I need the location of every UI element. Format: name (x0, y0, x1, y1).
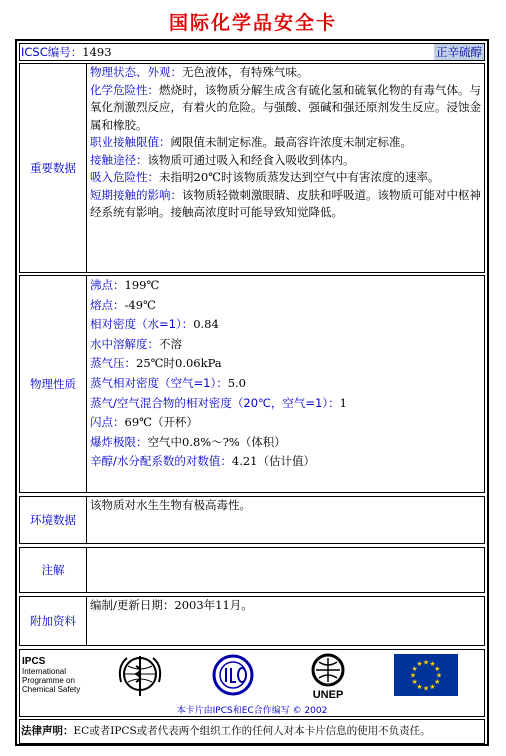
extra-info-text: 编制/更新日期：2003年11月。 (90, 598, 253, 612)
physical-property-item (90, 296, 482, 316)
physical-property-item-head: 沸点： (90, 278, 125, 292)
important-data-item (90, 169, 482, 187)
physical-property-item-text: 5.0 (227, 375, 246, 390)
ipcs-line-3: Chemical Safety (22, 685, 81, 694)
physical-property-item-head: 闪点： (90, 415, 125, 430)
environment-text: 该物质对水生生物有极高毒性。 (90, 498, 251, 512)
important-data-item-text: 未指明20℃时该物质蒸发达到空气中有害浓度的速率。 (159, 170, 440, 184)
eu-flag-icon (394, 654, 458, 700)
important-data-section (19, 63, 485, 273)
important-data-item-head: 职业接触限值： (90, 135, 171, 149)
svg-text:★: ★ (429, 682, 436, 691)
notes-section (19, 547, 485, 593)
svg-text:★: ★ (411, 665, 418, 673)
svg-text:★: ★ (411, 678, 418, 686)
important-data-item-head: 短期接触的影响： (90, 187, 182, 202)
who-emblem-icon (115, 652, 165, 704)
physical-properties-content (88, 276, 484, 492)
svg-text:★: ★ (435, 671, 443, 680)
physical-property-item-head: 辛醇/水分配系数的对数值： (90, 454, 232, 469)
physical-property-item-text: -49℃ (124, 297, 156, 312)
logos-row (19, 649, 485, 717)
svg-text:★: ★ (409, 671, 417, 680)
important-data-item-head: 接触途径： (90, 152, 148, 167)
important-data-item-head: 吸入危险性： (90, 170, 159, 184)
svg-text:★: ★ (422, 684, 430, 693)
extra-info-section (19, 596, 485, 646)
physical-property-item-head: 蒸气相对密度（空气=1）： (90, 375, 228, 390)
physical-property-item-text: 1 (339, 395, 347, 410)
physical-property-item (90, 276, 482, 296)
physical-property-item (90, 335, 482, 355)
cooperation-caption: 本卡片由IPCS和EC合作编写 © 2002 (176, 706, 328, 716)
important-data-item-text: 该物质可通过吸入和经食入吸收到体内。 (147, 152, 355, 167)
physical-property-item-head: 蒸气/空气混合物的相对密度（20℃，空气=1）： (90, 395, 340, 410)
physical-property-item (90, 433, 482, 453)
notes-label: 注解 (20, 548, 87, 592)
ipcs-line-1: International (22, 667, 67, 676)
important-data-item-head: 化学危险性： (90, 82, 159, 97)
legal-text: EC或者IPCS或者代表两个组织工作的任何人对本卡片信息的使用不负责任。 (73, 725, 431, 737)
physical-property-item-text: 空气中0.8%～?%（体积） (147, 434, 286, 449)
svg-text:★: ★ (429, 660, 436, 669)
important-data-label: 重要数据 (20, 64, 87, 272)
legal-statement (19, 719, 485, 744)
icsc-row (19, 43, 485, 61)
svg-text:★: ★ (434, 665, 441, 673)
svg-text:★: ★ (422, 658, 430, 667)
physical-property-item-text: 4.21（估计值） (231, 454, 315, 469)
important-data-item-text: 该物质轻微刺激眼睛、皮肤和呼吸道。该物质可能对中枢神经系统有影响。接触高浓度时可能导致知觉降低。 (90, 187, 481, 219)
important-data-item-text: 燃烧时，该物质分解生成含有硫化氢和硫氧化物的有毒气体。与氧化剂激烈反应，有着火的危险。与强酸、强碱和强还原剂发生反应。浸蚀金属和橡胶。 (90, 82, 481, 132)
notes-text (88, 548, 484, 592)
environment-section (19, 496, 485, 544)
physical-property-item-head: 熔点： (90, 297, 125, 312)
svg-text:★: ★ (434, 678, 441, 686)
important-data-item (90, 187, 482, 222)
icsc-label: ICSC编号： (21, 45, 83, 59)
physical-property-item (90, 394, 482, 414)
physical-property-item-text: 25℃时0.06kPa (136, 356, 222, 371)
physical-properties-section (19, 275, 485, 493)
important-data-item (90, 64, 482, 82)
ipcs-block (22, 656, 80, 694)
important-data-item-text: 无色液体，有特殊气味。 (182, 65, 309, 79)
physical-property-item (90, 374, 482, 394)
ipcs-abbr: IPCS (22, 656, 46, 667)
physical-property-item-text: 69℃（开杯） (124, 415, 198, 430)
important-data-item (90, 82, 482, 135)
physical-property-item-text: 0.84 (193, 317, 219, 332)
physical-property-item-head: 蒸气压： (90, 356, 136, 371)
physical-property-item-text: 不溶 (159, 336, 182, 351)
ilo-emblem-icon (208, 652, 258, 704)
physical-property-item-head: 相对密度（水=1）： (90, 317, 194, 332)
legal-label: 法律声明： (21, 725, 74, 737)
physical-property-item (90, 354, 482, 374)
safety-card (15, 39, 489, 746)
card-title: 国际化学品安全卡 (168, 12, 337, 34)
chemical-name: 正辛硫醇 (436, 45, 482, 59)
unep-text: UNEP (312, 689, 344, 700)
physical-properties-label: 物理性质 (20, 276, 87, 492)
important-data-item (90, 152, 482, 170)
important-data-item (90, 134, 482, 152)
unep-emblem-icon (302, 652, 354, 704)
extra-info-label: 附加资料 (20, 597, 87, 645)
physical-property-item (90, 452, 482, 472)
ipcs-line-2: Programme on (22, 676, 75, 685)
physical-property-item-text: 199℃ (124, 278, 160, 292)
important-data-item-head: 物理状态、外观： (90, 65, 182, 79)
physical-property-item-head: 爆炸极限： (90, 434, 148, 449)
important-data-item-text: 阈限值未制定标准。最高容许浓度未制定标准。 (170, 135, 412, 149)
svg-text:★: ★ (416, 682, 423, 691)
physical-property-item (90, 413, 482, 433)
physical-property-item-head: 水中溶解度： (90, 336, 159, 351)
important-data-content (88, 64, 484, 272)
physical-property-item (90, 315, 482, 335)
environment-label: 环境数据 (20, 497, 87, 543)
svg-text:★: ★ (416, 660, 423, 669)
icsc-number: 1493 (82, 45, 112, 59)
